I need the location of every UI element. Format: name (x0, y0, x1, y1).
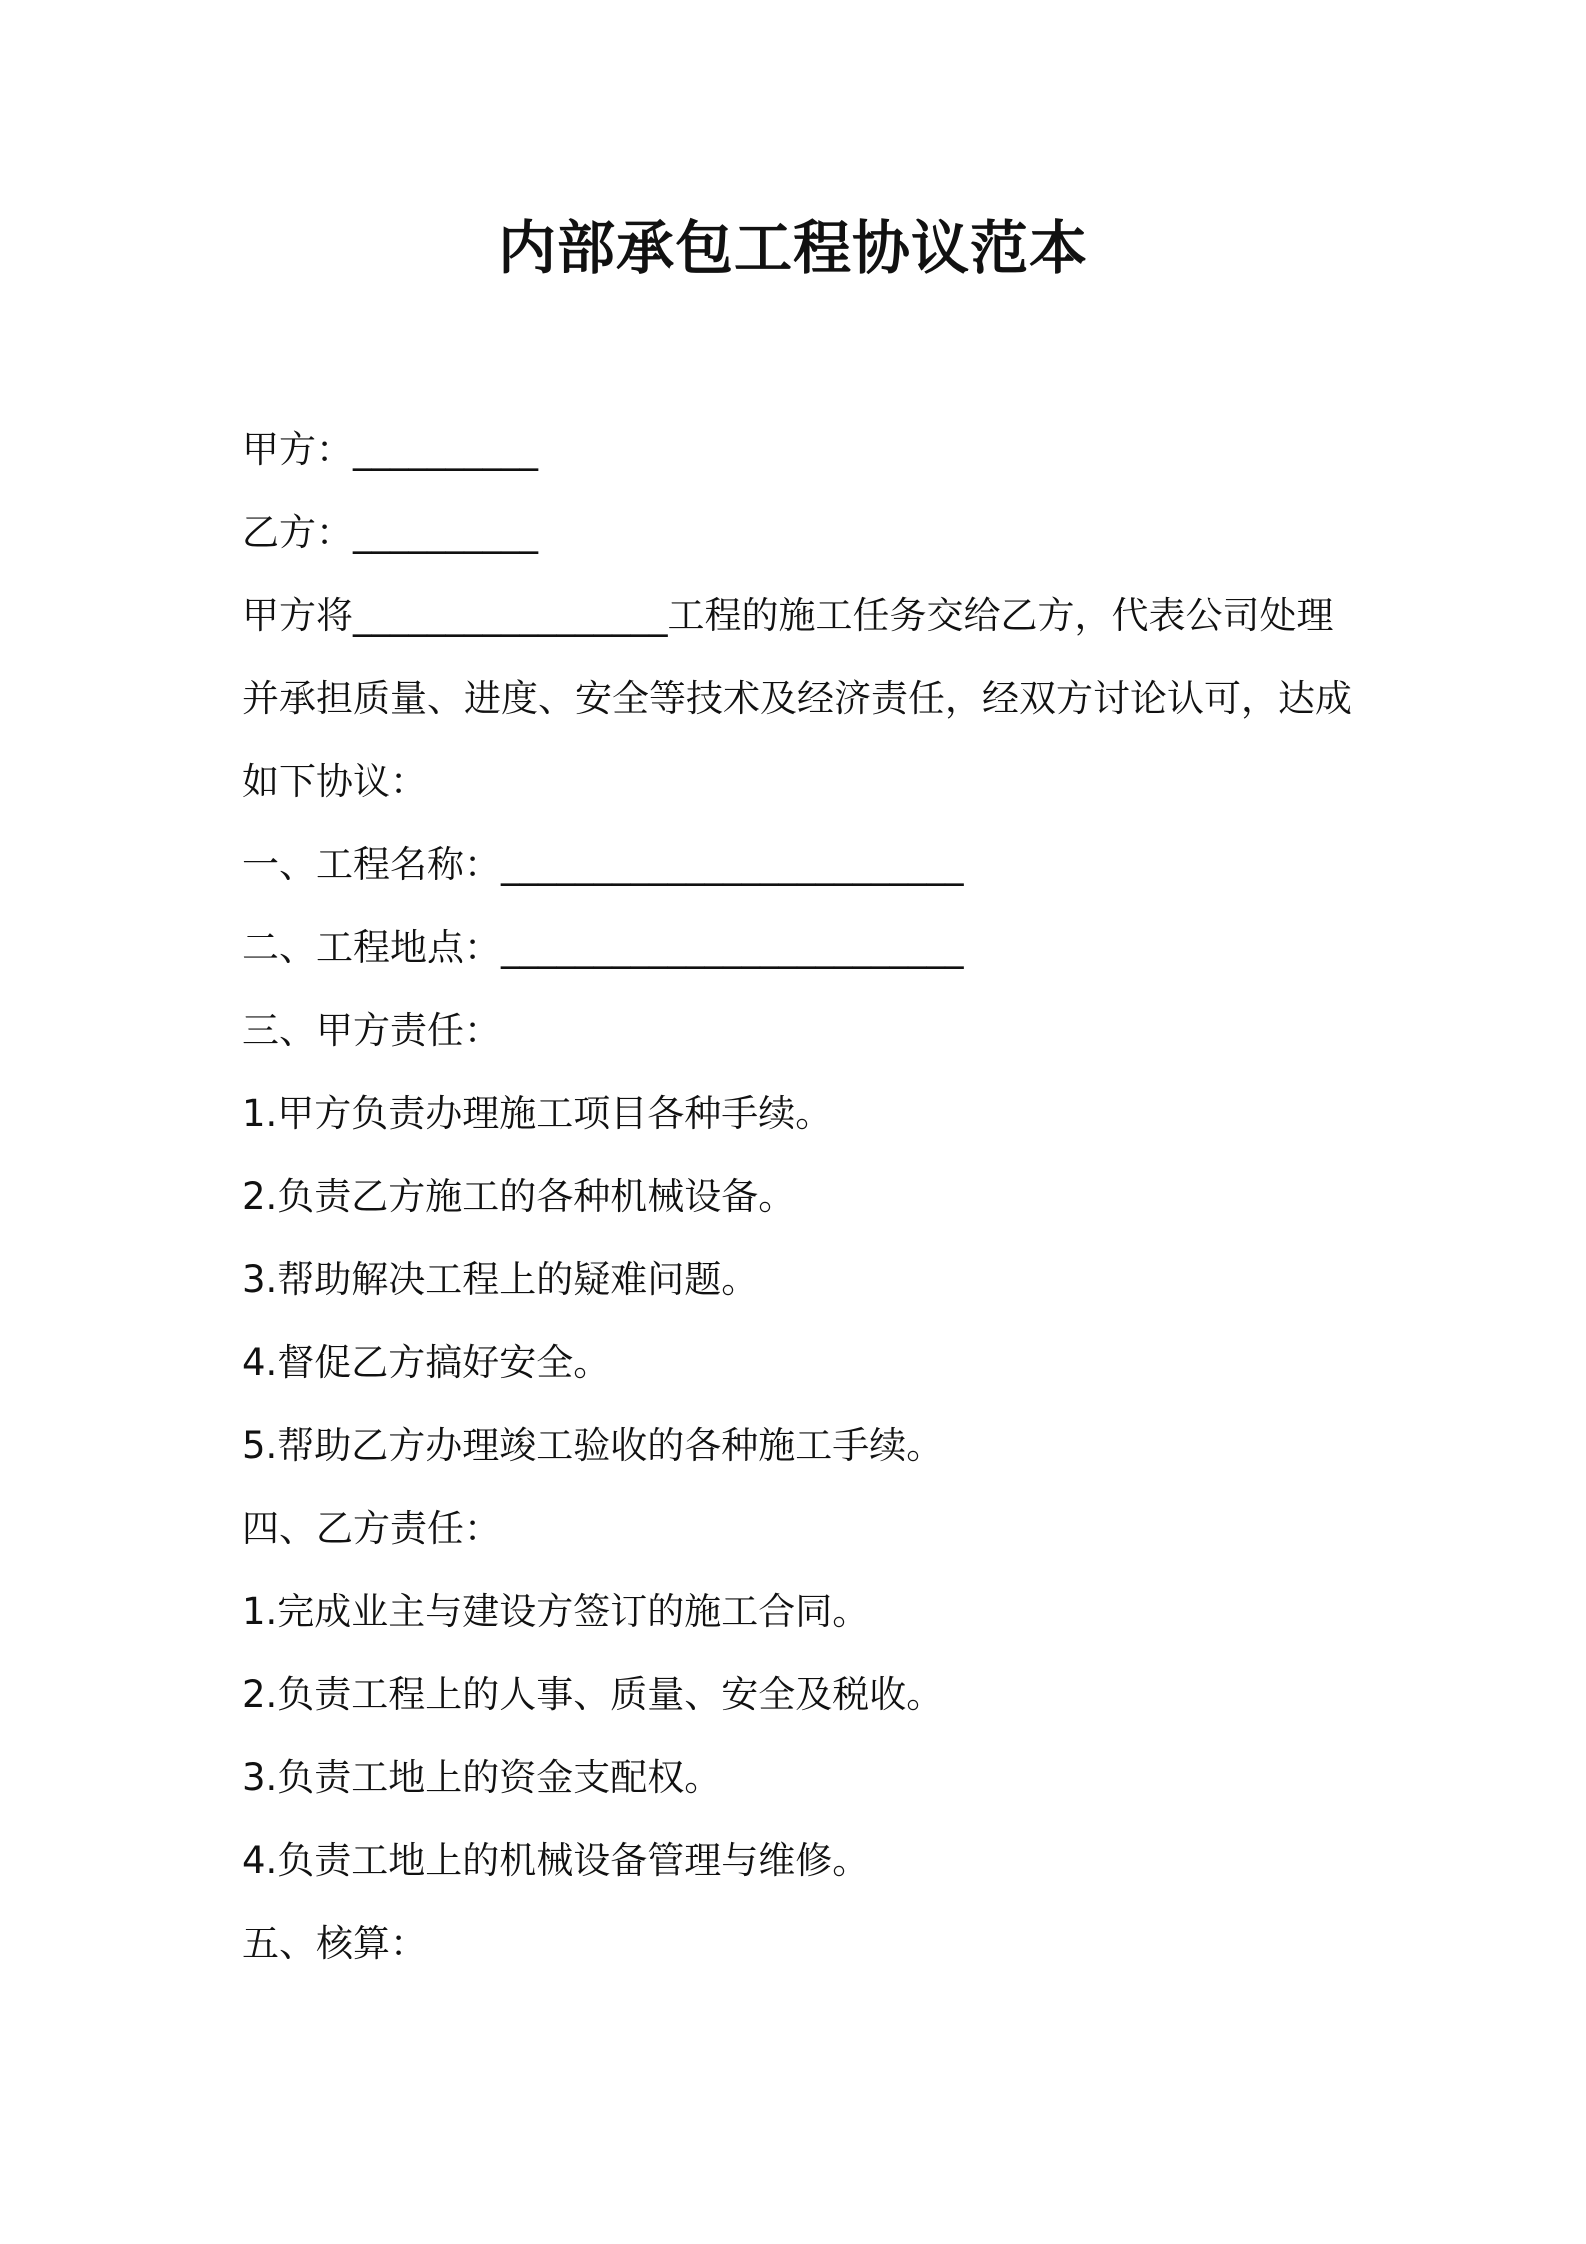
section-heading-party-b-duties: 四、乙方责任： (242, 1507, 501, 1550)
document-title: 内部承包工程协议范本 (497, 214, 1088, 282)
party-a-duty-1: 1.甲方负责办理施工项目各种手续。 (242, 1092, 833, 1135)
party-a-line: 甲方：__________ (242, 428, 538, 471)
party-b-duty-1: 1.完成业主与建设方签订的施工合同。 (242, 1590, 870, 1633)
party-a-duty-5: 5.帮助乙方办理竣工验收的各种施工手续。 (242, 1424, 944, 1467)
intro-line-3: 如下协议： (242, 760, 427, 803)
intro-line-1: 甲方将_________________工程的施工任务交给乙方，代表公司处理 (242, 594, 1334, 637)
document-body (242, 408, 1352, 1985)
section-heading-party-a-duties: 三、甲方责任： (242, 1009, 501, 1052)
party-b-duty-2: 2.负责工程上的人事、质量、安全及税收。 (242, 1673, 944, 1716)
party-a-duty-3: 3.帮助解决工程上的疑难问题。 (242, 1258, 759, 1301)
party-b-line: 乙方：__________ (242, 511, 538, 554)
project-name-line: 一、工程名称：_________________________ (242, 843, 964, 886)
party-b-duty-3: 3.负责工地上的资金支配权。 (242, 1756, 722, 1799)
party-a-duty-2: 2.负责乙方施工的各种机械设备。 (242, 1175, 796, 1218)
intro-line-2: 并承担质量、进度、安全等技术及经济责任，经双方讨论认可，达成 (242, 677, 1352, 720)
section-heading-accounting: 五、核算： (242, 1922, 427, 1965)
party-a-duty-4: 4.督促乙方搞好安全。 (242, 1341, 611, 1384)
project-location-line: 二、工程地点：_________________________ (242, 926, 964, 969)
party-b-duty-4: 4.负责工地上的机械设备管理与维修。 (242, 1839, 870, 1882)
